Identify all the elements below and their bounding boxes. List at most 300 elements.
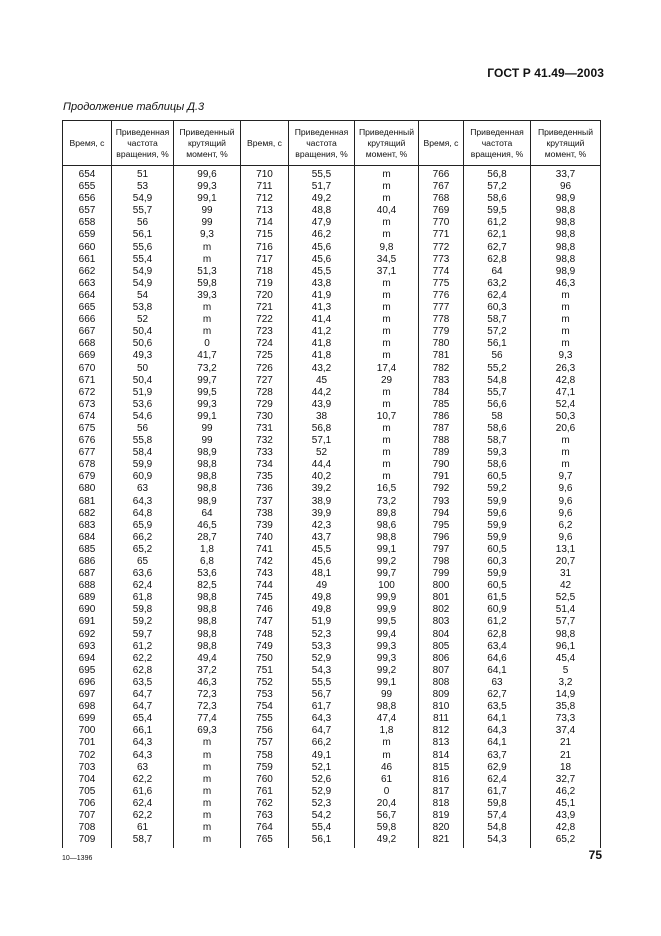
torque-cell: 46 [355,762,419,774]
time-cell: 810 [419,701,464,713]
torque-cell: m [174,810,241,822]
time-cell: 687 [63,568,112,580]
torque-cell: m [355,387,419,399]
torque-cell: 99,3 [174,181,241,193]
torque-cell: 98,8 [531,205,601,217]
speed-cell: 45,6 [289,242,355,254]
time-cell: 699 [63,713,112,725]
torque-cell: m [531,326,601,338]
speed-cell: 59,9 [464,532,531,544]
speed-cell: 59,9 [464,568,531,580]
time-cell: 777 [419,302,464,314]
torque-cell: 9,6 [531,532,601,544]
time-cell: 754 [241,701,289,713]
table-row [63,314,601,326]
torque-cell: 37,1 [355,266,419,278]
speed-cell: 62,7 [464,242,531,254]
speed-cell: 62,4 [464,774,531,786]
torque-cell: 52,4 [531,399,601,411]
speed-cell: 54,9 [112,266,174,278]
time-cell: 758 [241,750,289,762]
speed-cell: 59,8 [464,798,531,810]
time-cell: 816 [419,774,464,786]
speed-cell: 49 [289,580,355,592]
time-cell: 774 [419,266,464,278]
col-time-1: Время, с [63,121,112,166]
torque-cell: 1,8 [174,544,241,556]
speed-cell: 39,9 [289,508,355,520]
torque-cell: 72,3 [174,701,241,713]
speed-cell: 49,8 [289,592,355,604]
time-cell: 719 [241,278,289,290]
table-row [63,580,601,592]
time-cell: 718 [241,266,289,278]
torque-cell: m [174,302,241,314]
torque-cell: 99,1 [174,193,241,205]
time-cell: 793 [419,496,464,508]
table-row [63,217,601,229]
speed-cell: 61,2 [112,641,174,653]
table-row [63,229,601,241]
time-cell: 790 [419,459,464,471]
torque-cell: 9,7 [531,471,601,483]
table-row [63,713,601,725]
table-row [63,834,601,848]
torque-cell: m [174,762,241,774]
speed-cell: 64,3 [112,750,174,762]
torque-cell: m [531,302,601,314]
torque-cell: 98,9 [531,193,601,205]
torque-cell: 99 [355,689,419,701]
torque-cell: 61 [355,774,419,786]
torque-cell: 98,8 [174,616,241,628]
time-cell: 682 [63,508,112,520]
time-cell: 700 [63,725,112,737]
table-row [63,653,601,665]
table-row [63,508,601,520]
time-cell: 736 [241,483,289,495]
speed-cell: 49,8 [289,604,355,616]
speed-cell: 61,5 [464,592,531,604]
speed-cell: 52,6 [289,774,355,786]
torque-cell: 9,6 [531,483,601,495]
page-number: 75 [588,848,602,862]
torque-cell: m [355,278,419,290]
speed-cell: 65,4 [112,713,174,725]
time-cell: 757 [241,737,289,749]
torque-cell: 9,6 [531,496,601,508]
time-cell: 703 [63,762,112,774]
speed-cell: 60,5 [464,580,531,592]
time-cell: 677 [63,447,112,459]
time-cell: 720 [241,290,289,302]
torque-cell: 9,3 [174,229,241,241]
table-row [63,677,601,689]
speed-cell: 50,4 [112,326,174,338]
table-row [63,798,601,810]
time-cell: 748 [241,629,289,641]
time-cell: 796 [419,532,464,544]
table-row [63,278,601,290]
torque-cell: 99,2 [355,665,419,677]
speed-cell: 54,2 [289,810,355,822]
time-cell: 734 [241,459,289,471]
standard-header: ГОСТ Р 41.49—2003 [487,66,604,80]
time-cell: 658 [63,217,112,229]
speed-cell: 62,7 [464,689,531,701]
torque-cell: 46,2 [531,786,601,798]
time-cell: 746 [241,604,289,616]
time-cell: 660 [63,242,112,254]
time-cell: 756 [241,725,289,737]
torque-cell: 99,2 [355,556,419,568]
time-cell: 698 [63,701,112,713]
torque-cell: 28,7 [174,532,241,544]
speed-cell: 44,4 [289,459,355,471]
torque-cell: 98,8 [174,629,241,641]
time-cell: 794 [419,508,464,520]
torque-cell: 99,6 [174,166,241,182]
speed-cell: 56,8 [464,166,531,182]
torque-cell: m [531,459,601,471]
table-row [63,338,601,350]
time-cell: 812 [419,725,464,737]
torque-cell: 99,3 [174,399,241,411]
table-row [63,774,601,786]
time-cell: 724 [241,338,289,350]
table-row [63,411,601,423]
time-cell: 684 [63,532,112,544]
speed-cell: 60,9 [464,604,531,616]
speed-cell: 48,1 [289,568,355,580]
time-cell: 738 [241,508,289,520]
time-cell: 689 [63,592,112,604]
time-cell: 732 [241,435,289,447]
torque-cell: 69,3 [174,725,241,737]
torque-cell: 21 [531,737,601,749]
speed-cell: 60,5 [464,544,531,556]
speed-cell: 56,8 [289,423,355,435]
time-cell: 759 [241,762,289,774]
time-cell: 694 [63,653,112,665]
time-cell: 764 [241,822,289,834]
torque-cell: 26,3 [531,363,601,375]
torque-cell: 98,8 [174,604,241,616]
torque-cell: 73,3 [531,713,601,725]
time-cell: 670 [63,363,112,375]
time-cell: 766 [419,166,464,182]
speed-cell: 59,5 [464,205,531,217]
speed-cell: 41,3 [289,302,355,314]
speed-cell: 43,7 [289,532,355,544]
speed-cell: 63,4 [464,641,531,653]
time-cell: 747 [241,616,289,628]
col-torque-2: Приведенный крутящий момент, % [355,121,419,166]
speed-cell: 58 [464,411,531,423]
speed-cell: 54 [112,290,174,302]
time-cell: 781 [419,350,464,362]
time-cell: 673 [63,399,112,411]
time-cell: 801 [419,592,464,604]
time-cell: 819 [419,810,464,822]
print-code: 10—1396 [62,855,93,862]
speed-cell: 57,1 [289,435,355,447]
speed-cell: 42,3 [289,520,355,532]
speed-cell: 62,8 [464,254,531,266]
time-cell: 686 [63,556,112,568]
torque-cell: 0 [174,338,241,350]
time-cell: 715 [241,229,289,241]
torque-cell: 99 [174,435,241,447]
table-row [63,166,601,182]
torque-cell: 59,8 [355,822,419,834]
speed-cell: 45 [289,375,355,387]
torque-cell: 98,8 [355,701,419,713]
time-cell: 805 [419,641,464,653]
speed-cell: 62,2 [112,774,174,786]
time-cell: 809 [419,689,464,701]
torque-cell: 46,3 [174,677,241,689]
time-cell: 712 [241,193,289,205]
speed-cell: 61,7 [464,786,531,798]
torque-cell: m [174,314,241,326]
time-cell: 795 [419,520,464,532]
speed-cell: 61,7 [289,701,355,713]
time-cell: 701 [63,737,112,749]
speed-cell: 57,2 [464,181,531,193]
torque-cell: 42 [531,580,601,592]
time-cell: 664 [63,290,112,302]
time-cell: 818 [419,798,464,810]
speed-cell: 60,3 [464,302,531,314]
torque-cell: m [531,290,601,302]
torque-cell: 59,8 [174,278,241,290]
torque-cell: 6,8 [174,556,241,568]
torque-cell: 98,8 [531,242,601,254]
speed-cell: 55,4 [289,822,355,834]
speed-cell: 55,6 [112,242,174,254]
speed-cell: 65 [112,556,174,568]
speed-cell: 63,7 [464,750,531,762]
torque-cell: m [355,217,419,229]
time-cell: 780 [419,338,464,350]
torque-cell: 42,8 [531,375,601,387]
torque-cell: 33,7 [531,166,601,182]
time-cell: 761 [241,786,289,798]
table-row [63,701,601,713]
table-row [63,616,601,628]
speed-cell: 63,2 [464,278,531,290]
torque-cell: m [174,750,241,762]
time-cell: 784 [419,387,464,399]
speed-cell: 64,7 [112,689,174,701]
speed-cell: 58,6 [464,193,531,205]
torque-cell: 98,8 [174,483,241,495]
speed-cell: 62,1 [464,229,531,241]
time-cell: 745 [241,592,289,604]
torque-cell: 98,8 [531,254,601,266]
torque-cell: 99,5 [355,616,419,628]
torque-cell: 20,7 [531,556,601,568]
speed-cell: 41,4 [289,314,355,326]
speed-cell: 54,8 [464,375,531,387]
torque-cell: 73,2 [355,496,419,508]
time-cell: 772 [419,242,464,254]
time-cell: 749 [241,641,289,653]
torque-cell: m [174,798,241,810]
time-cell: 680 [63,483,112,495]
time-cell: 708 [63,822,112,834]
table-row [63,629,601,641]
time-cell: 815 [419,762,464,774]
torque-cell: 64 [174,508,241,520]
table-row [63,302,601,314]
torque-cell: 98,9 [531,266,601,278]
speed-cell: 66,1 [112,725,174,737]
torque-cell: m [355,326,419,338]
torque-cell: 57,7 [531,616,601,628]
torque-cell: 37,4 [531,725,601,737]
torque-cell: m [174,326,241,338]
time-cell: 723 [241,326,289,338]
time-cell: 760 [241,774,289,786]
speed-cell: 40,2 [289,471,355,483]
speed-cell: 49,1 [289,750,355,762]
table-row [63,532,601,544]
table-row [63,387,601,399]
table-row [63,556,601,568]
torque-cell: 5 [531,665,601,677]
col-time-3: Время, с [419,121,464,166]
time-cell: 679 [63,471,112,483]
torque-cell: m [355,435,419,447]
torque-cell: 10,7 [355,411,419,423]
speed-cell: 57,2 [464,326,531,338]
time-cell: 728 [241,387,289,399]
torque-cell: 20,6 [531,423,601,435]
time-cell: 806 [419,653,464,665]
torque-cell: m [355,338,419,350]
speed-cell: 41,8 [289,350,355,362]
col-torque-3: Приведенный крутящий момент, % [531,121,601,166]
speed-cell: 41,8 [289,338,355,350]
time-cell: 696 [63,677,112,689]
torque-cell: 39,3 [174,290,241,302]
time-cell: 753 [241,689,289,701]
torque-cell: 9,6 [531,508,601,520]
torque-cell: 99,5 [174,387,241,399]
speed-cell: 52,1 [289,762,355,774]
time-cell: 663 [63,278,112,290]
speed-cell: 62,2 [112,653,174,665]
torque-cell: m [174,822,241,834]
time-cell: 729 [241,399,289,411]
speed-cell: 45,6 [289,556,355,568]
time-cell: 741 [241,544,289,556]
time-cell: 811 [419,713,464,725]
table-row [63,423,601,435]
time-cell: 668 [63,338,112,350]
table-row [63,290,601,302]
speed-cell: 54,3 [289,665,355,677]
speed-cell: 63 [112,762,174,774]
speed-cell: 56 [112,217,174,229]
speed-cell: 59,7 [112,629,174,641]
time-cell: 803 [419,616,464,628]
speed-cell: 63,6 [112,568,174,580]
time-cell: 808 [419,677,464,689]
time-cell: 674 [63,411,112,423]
time-cell: 706 [63,798,112,810]
time-cell: 692 [63,629,112,641]
torque-cell: 96,1 [531,641,601,653]
speed-cell: 59,2 [112,616,174,628]
speed-cell: 52,3 [289,629,355,641]
time-cell: 791 [419,471,464,483]
time-cell: 688 [63,580,112,592]
torque-cell: 47,1 [531,387,601,399]
speed-cell: 58,7 [464,314,531,326]
speed-cell: 66,2 [289,737,355,749]
torque-cell: 100 [355,580,419,592]
torque-cell: 82,5 [174,580,241,592]
time-cell: 707 [63,810,112,822]
speed-cell: 41,9 [289,290,355,302]
table-row [63,641,601,653]
torque-cell: 98,8 [174,459,241,471]
torque-cell: 77,4 [174,713,241,725]
torque-cell: 37,2 [174,665,241,677]
speed-cell: 64,1 [464,737,531,749]
speed-cell: 58,7 [112,834,174,848]
torque-cell: 98,9 [174,447,241,459]
col-speed-2: Приведенная частота вращения, % [289,121,355,166]
speed-cell: 53 [112,181,174,193]
time-cell: 820 [419,822,464,834]
time-cell: 765 [241,834,289,848]
time-cell: 770 [419,217,464,229]
time-cell: 669 [63,350,112,362]
torque-cell: 51,4 [531,604,601,616]
speed-cell: 41,2 [289,326,355,338]
torque-cell: 65,2 [531,834,601,848]
time-cell: 778 [419,314,464,326]
torque-cell: m [174,786,241,798]
torque-cell: m [355,314,419,326]
torque-cell: 99 [174,205,241,217]
speed-cell: 62,9 [464,762,531,774]
torque-cell: 98,8 [174,641,241,653]
time-cell: 740 [241,532,289,544]
speed-cell: 56,6 [464,399,531,411]
speed-cell: 65,2 [112,544,174,556]
time-cell: 705 [63,786,112,798]
torque-cell: 96 [531,181,601,193]
speed-cell: 59,6 [464,508,531,520]
torque-cell: m [531,447,601,459]
speed-cell: 65,9 [112,520,174,532]
torque-cell: 34,5 [355,254,419,266]
time-cell: 800 [419,580,464,592]
torque-cell: 98,8 [174,471,241,483]
time-cell: 710 [241,166,289,182]
table-row [63,363,601,375]
time-cell: 755 [241,713,289,725]
torque-cell: m [531,338,601,350]
torque-cell: m [531,314,601,326]
torque-cell: 99,1 [174,411,241,423]
time-cell: 773 [419,254,464,266]
